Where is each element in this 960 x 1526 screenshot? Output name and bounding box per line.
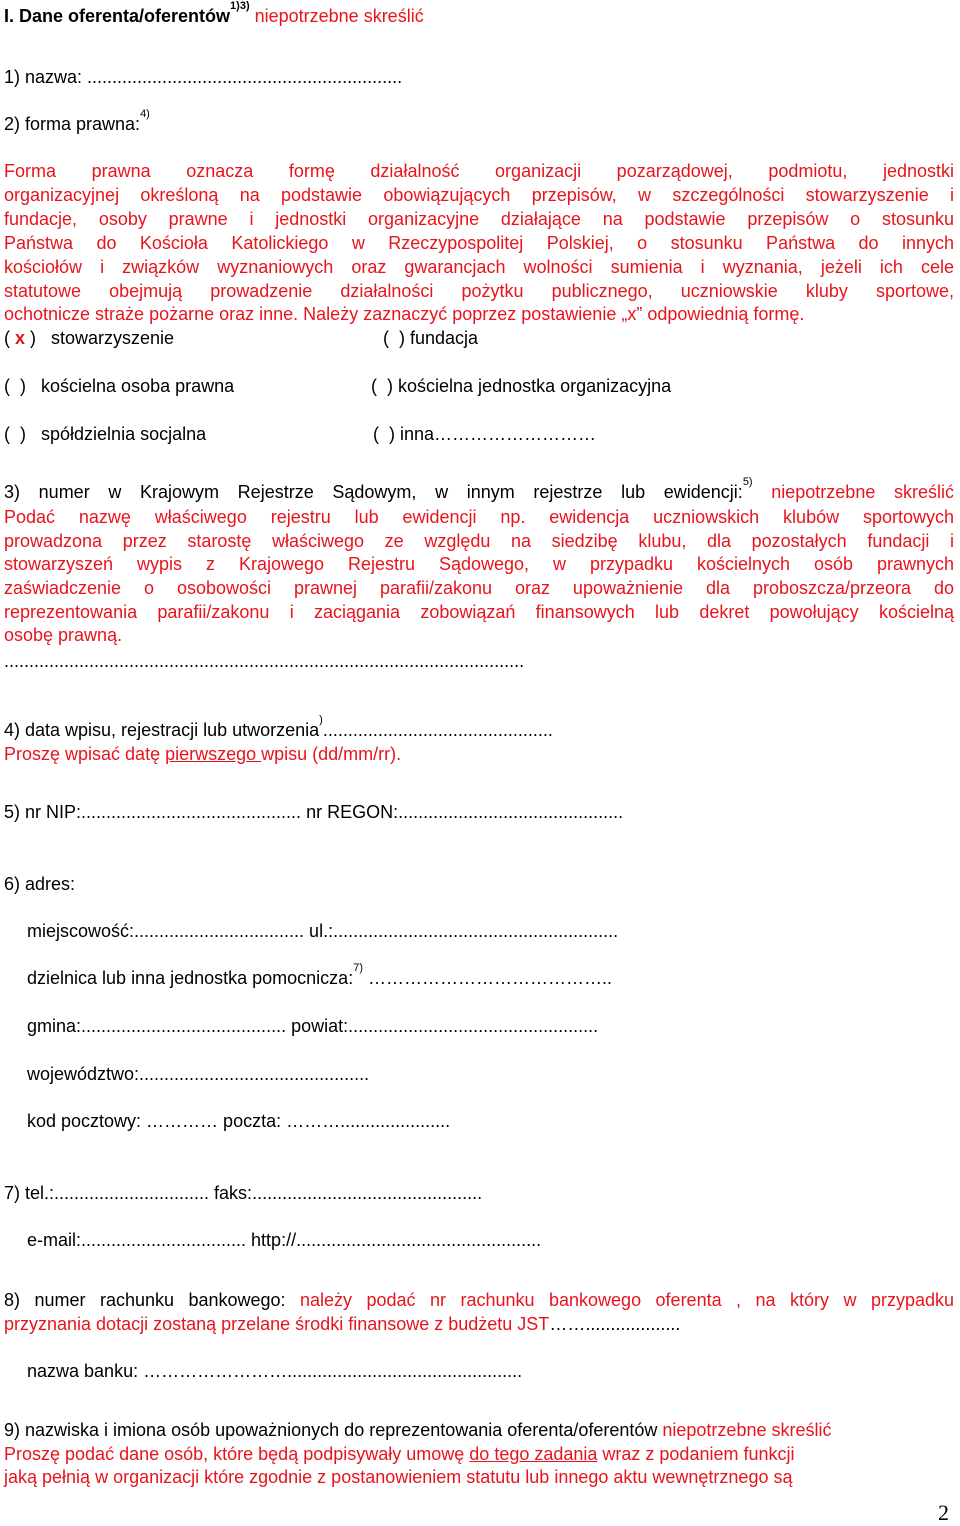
fundacja-checkmark[interactable]	[394, 328, 399, 348]
field-nip-regon[interactable]: 5) nr NIP:............................................ nr REGON:.............................................	[4, 802, 624, 822]
krs-input-dots[interactable]: ........................................................................................................	[4, 651, 525, 671]
forma-prawna-label: 2) forma prawna:	[4, 114, 141, 134]
rachunek-hint-2: przyznania dotacji zostaną przelane środki finansowe z budżetu JST	[4, 1314, 550, 1334]
upowaznieni-hint-1a: Proszę podać dane osób, które będą podpisywały umowę	[4, 1444, 470, 1464]
field-kod-poczta[interactable]: kod pocztowy: ………… poczta: ………......................	[27, 1111, 451, 1131]
option-koscielna-osoba-prawna[interactable]: ( ) kościelna osoba prawna	[4, 376, 235, 396]
krs-desc-1: Podać nazwę właściwego rejestru lub ewidencji np. ewidencja uczniowskich klubów sportowych	[4, 507, 954, 527]
koscielna-osoba-checkmark[interactable]	[15, 376, 20, 396]
field-nazwa[interactable]	[4, 66, 402, 88]
data-wpisu-hint	[4, 743, 401, 765]
field-miejscowosc-ulica[interactable]: miejscowość:.................................. ul.:.........................................................	[27, 921, 619, 941]
upowaznieni-hint-1	[4, 1443, 795, 1465]
dzielnica-footnote: 7)	[353, 962, 363, 974]
section-title: I. Dane oferenta/oferentów	[4, 6, 231, 26]
field-nazwa-banku[interactable]: nazwa banku: ……………………...............................................	[27, 1361, 523, 1381]
field-data-wpisu[interactable]	[4, 714, 553, 741]
option-stowarzyszenie[interactable]: ( x ) stowarzyszenie	[4, 328, 175, 348]
option-fundacja[interactable]: ( ) fundacja	[383, 328, 479, 348]
fundacja-label: fundacja	[410, 328, 479, 348]
koscielna-osoba-label: kościelna osoba prawna	[41, 376, 235, 396]
data-wpisu-dots: ..............................................	[322, 720, 553, 740]
krs-desc-4: zaświadczenie o osobowości prawnej parafii/zakonu oraz upoważnienie dla proboszcza/przeora do	[4, 578, 954, 598]
forma-prawna-footnote: 4)	[140, 108, 150, 120]
rachunek-label: 8) numer rachunku bankowego:	[4, 1290, 301, 1310]
krs-heading	[4, 476, 954, 505]
data-wpisu-hint-b: wpisu (dd/mm/rr).	[261, 744, 402, 764]
upowaznieni-label: 9) nazwiska i imiona osób upoważnionych do reprezentowania oferenta/oferentów	[4, 1420, 658, 1440]
forma-prawna-desc-1: Forma prawna oznacza formę działalność organizacji pozarządowej, podmiotu, jednostki	[4, 161, 954, 181]
stowarzyszenie-label: stowarzyszenie	[51, 328, 175, 348]
data-wpisu-hint-a: Proszę wpisać datę	[4, 744, 166, 764]
field-rachunek[interactable]	[4, 1313, 680, 1335]
section-header	[4, 0, 424, 27]
field-email-http[interactable]: e-mail:................................. http://.................................................	[27, 1230, 542, 1250]
nazwa-label: 1) nazwa:	[4, 67, 88, 87]
dzielnica-label: dzielnica lub inna jednostka pomocnicza:	[27, 968, 354, 988]
option-inna[interactable]: ( ) inna………………………	[373, 424, 597, 444]
spoldzielnia-label: spółdzielnia socjalna	[41, 424, 207, 444]
krs-note: niepotrzebne skreślić	[752, 482, 954, 502]
rachunek-dots: ……...................	[549, 1314, 681, 1334]
inna-label: inna………………………	[400, 424, 597, 444]
upowaznieni-hint-underlined: do tego zadania	[469, 1444, 598, 1464]
krs-footnote: 5)	[742, 476, 753, 488]
forma-prawna-desc-4: Państwa do Kościoła Katolickiego w Rzeczypospolitej Polskiej, o stosunku Państwa do innych	[4, 233, 954, 253]
koscielna-jednostka-label: kościelna jednostka organizacyjna	[398, 376, 672, 396]
forma-prawna-desc-3: fundacje, osoby prawne i jednostki organizacyjne działające na podstawie przepisów o stosunku	[4, 209, 954, 229]
upowaznieni-hint-2: jaką pełnią w organizacji które zgodnie z postanowieniem statutu lub innego aktu wewnętrznego są	[4, 1467, 793, 1487]
krs-label: 3) numer w Krajowym Rejestrze Sądowym, w innym rejestrze lub ewidencji:	[4, 482, 743, 502]
rachunek-heading	[4, 1289, 954, 1313]
page-number: 2	[938, 1500, 949, 1525]
upowaznieni-heading	[4, 1419, 831, 1441]
nazwa-dots: ...............................................................	[87, 67, 403, 87]
data-wpisu-label: 4) data wpisu, rejestracji lub utworzenia	[4, 720, 320, 740]
option-koscielna-jednostka[interactable]: ( ) kościelna jednostka organizacyjna	[371, 376, 672, 396]
rachunek-hint-1: należy podać nr rachunku bankowego oferenta , na który w przypadku	[300, 1290, 954, 1310]
forma-prawna-desc-last: ochotnicze straże pożarne oraz inne.	[4, 304, 299, 324]
forma-prawna-heading	[4, 108, 150, 135]
krs-desc-3: stowarzyszeń wypis z Krajowego Rejestru Sądowego, w przypadku kościelnych osób prawnych	[4, 554, 954, 574]
forma-prawna-desc-2: organizacyjnej określoną na podstawie obowiązujących przepisów, w szczególności stowarzyszenie i	[4, 185, 954, 205]
adres-label: 6) adres:	[4, 874, 76, 894]
dzielnica-dots: …………………………………..	[362, 968, 612, 988]
krs-desc-2: prowadzona przez starostę właściwego ze względu na siedzibę klubu, dla pozostałych fundacji i	[4, 531, 954, 551]
forma-prawna-desc-5: kościołów i związków wyznaniowych oraz gwarancjach wolności sumienia i wyznania, jeżeli ich cele	[4, 257, 954, 277]
inna-checkmark[interactable]	[384, 424, 389, 444]
section-title-footnote: 1)3)	[230, 0, 250, 12]
option-spoldzielnia-socjalna[interactable]: ( ) spółdzielnia socjalna	[4, 424, 207, 444]
forma-prawna-instruction: Należy zaznaczyć poprzez postawienie „x” odpowiednią formę.	[298, 304, 805, 324]
field-dzielnica[interactable]	[27, 962, 612, 989]
data-wpisu-footnote: )	[319, 714, 323, 726]
field-tel-faks[interactable]: 7) tel.:............................... faks:..............................................	[4, 1183, 483, 1203]
data-wpisu-hint-underlined: pierwszego	[165, 744, 262, 764]
forma-prawna-desc-7	[4, 303, 804, 325]
upowaznieni-hint-1b: wraz z podaniem funkcji	[597, 1444, 795, 1464]
field-wojewodztwo[interactable]: województwo:..............................................	[27, 1064, 370, 1084]
upowaznieni-note: niepotrzebne skreślić	[657, 1420, 832, 1440]
section-note: niepotrzebne skreślić	[249, 6, 424, 26]
koscielna-jednostka-checkmark[interactable]	[382, 376, 387, 396]
stowarzyszenie-checkmark[interactable]: x	[15, 328, 26, 348]
field-gmina-powiat[interactable]: gmina:......................................... powiat:..................................................	[27, 1016, 599, 1036]
krs-desc-5: reprezentowania parafii/zakonu i zaciągania zobowiązań finansowych lub dekret powołujący kościelną	[4, 602, 954, 622]
spoldzielnia-checkmark[interactable]	[15, 424, 20, 444]
krs-desc-6: osobę prawną.	[4, 625, 123, 645]
forma-prawna-desc-6: statutowe obejmują prowadzenie działalności pożytku publicznego, uczniowskie kluby sportowe,	[4, 281, 954, 301]
